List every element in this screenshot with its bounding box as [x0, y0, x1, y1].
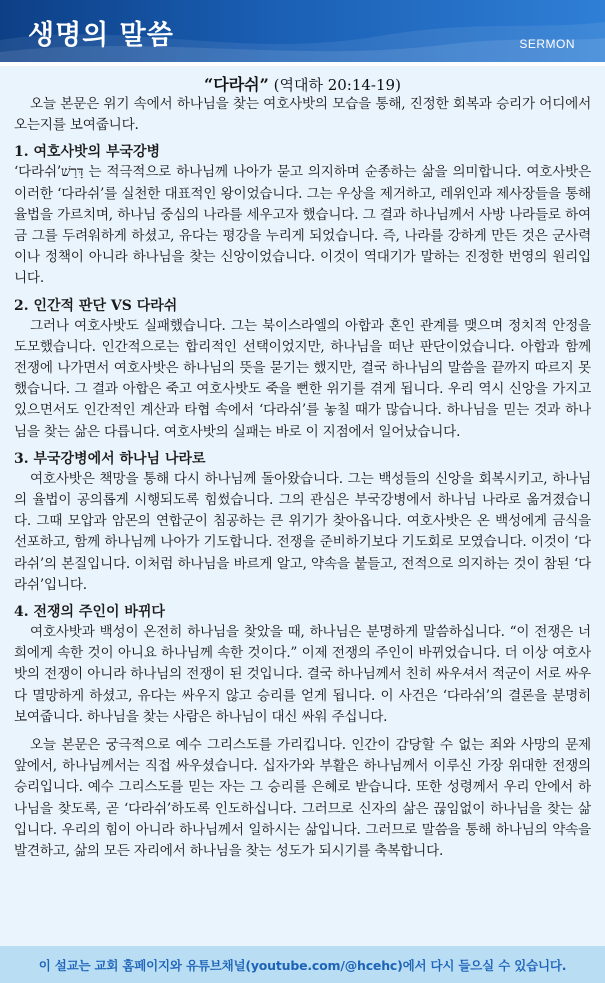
sermon-title [0, 72, 605, 94]
sermon-reference: (역대하 20:14-19) [273, 76, 401, 94]
conclusion-paragraph: 오늘 본문은 궁극적으로 예수 그리스도를 가리킵니다. 인간이 감당할 수 없는 죄와 사망의 문제 앞에서, 하나님께서는 직접 싸우셨습니다. 십자가와 부활은 하나님께서 이루신 가장 위대한 전쟁의 승리입니다. 예수 그리스도를 믿는 자는 그 승리를 은혜로 받습니다. 또한 성령께서 우리 안에서 하나님을 찾도록, 곧 ‘다라쉬’하도록 인도하십니다. 그러므로 신자의 삶은 끊임없이 하나님을 찾는 삶입니다. 우리의 힘이 아니라 하나님께서 일하시는 삶입니다. 그러므로 말씀을 통해 하나님의 약속을 발견하고, 삶의 모든 자리에서 하나님을 찾는 성도가 되시기를 축복합니다. [14, 737, 591, 860]
header-title: 생명의 말씀 [28, 20, 174, 51]
footer-notice-text: 이 설교는 교회 홈페이지와 유튜브채널(youtube.com/@hcehc)에서 다시 들으실 수 있습니다. [38, 957, 567, 973]
section-4 [0, 622, 605, 728]
sermon-title-text: “다라쉬” [204, 75, 269, 94]
sermon-conclusion [0, 735, 605, 862]
section-2-heading: 2. 인간적 판단 VS 다라쉬 [14, 297, 178, 314]
sermon-intro [0, 94, 605, 136]
intro-paragraph: 오늘 본문은 위기 속에서 하나님을 찾는 여호사밧의 모습을 통해, 진정한 회복과 승리가 어디에서 오는지를 보여줍니다. [14, 96, 591, 134]
section-4-body: 여호사밧과 백성이 온전히 하나님을 찾았을 때, 하나님은 분명하게 말씀하십니다. “이 전쟁은 너희에게 속한 것이 아니요 하나님께 속한 것이다.” 이제 전쟁의 주인이 바뀌었습니다. 더 이상 여호사밧의 전쟁이 아니라 하나님의 전쟁이 된 것입니다. 결국 하나님께서 친히 싸우셔서 적군이 서로 싸우다 멸망하게 하셨고, 유다는 싸우지 않고 승리를 얻게 됩니다. 이 사건은 ‘다라쉬’의 결론을 분명히 보여줍니다. 하나님을 찾는 사람은 하나님이 대신 싸워 주십니다. [14, 624, 591, 725]
section-1-heading: 1. 여호사밧의 부국강병 [14, 144, 161, 161]
section-2 [0, 316, 605, 443]
section-3-heading: 3. 부국강병에서 하나님 나라로 [14, 450, 206, 467]
sermon-content [0, 66, 605, 946]
section-3 [0, 469, 605, 596]
page-header [0, 0, 605, 62]
section-1-body: ‘다라쉬’דָּרַשׁ 는 적극적으로 하나님께 나아가 묻고 의지하며 순종하는 삶을 의미합니다. 여호사밧은 이러한 ‘다라쉬’를 실천한 대표적인 왕이었습니다. 그는 우상을 제거하고, 레위인과 제사장들을 통해 율법을 가르치며, 하나님 중심의 나라를 세우고자 했습니다. 그 결과 하나님께서 사방 나라들로 하여금 그를 두려워하게 하셨고, 유다는 평강을 누리게 되었습니다. 즉, 나라를 강하게 만든 것은 군사력이나 정책이 아니라 하나님을 찾는 신앙이었습니다. 이것이 역대기가 말하는 진정한 번영의 원리입니다. [14, 164, 591, 287]
section-4-heading: 4. 전쟁의 주인이 바뀌다 [14, 604, 165, 621]
header-subtitle: SERMON [519, 37, 575, 51]
section-1 [0, 162, 605, 289]
footer-notice [0, 946, 605, 983]
section-2-body: 그러나 여호사밧도 실패했습니다. 그는 북이스라엘의 아합과 혼인 관계를 맺으며 정치적 안정을 도모했습니다. 인간적으로는 합리적인 선택이었지만, 하나님을 떠난 판단이었습니다. 아합과 함께 전쟁에 나가면서 여호사밧은 하나님의 뜻을 묻기는 했지만, 결국 하나님의 말씀을 끝까지 따르지 못했습니다. 그 결과 아합은 죽고 여호사밧도 죽을 뻔한 위기를 겪게 됩니다. 우리 역시 신앙을 가지고 있으면서도 인간적인 계산과 타협 속에서 ‘다라쉬’를 놓칠 때가 많습니다. 하나님을 믿는 것과 하나님을 찾는 삶은 다릅니다. 여호사밧의 실패는 바로 이 지점에서 일어났습니다. [14, 317, 591, 440]
section-3-body: 여호사밧은 책망을 통해 다시 하나님께 돌아왔습니다. 그는 백성들의 신앙을 회복시키고, 하나님의 율법이 공의롭게 시행되도록 힘썼습니다. 그의 관심은 부국강병에서 하나님 나라로 옮겨졌습니다. 그때 모압과 암몬의 연합군이 침공하는 큰 위기가 찾아옵니다. 여호사밧은 온 백성에게 금식을 선포하고, 함께 하나님께 나아가 기도합니다. 전쟁을 준비하기보다 기도회로 모였습니다. 이것이 ‘다라쉬’의 본질입니다. 이처럼 하나님을 바르게 알고, 약속을 붙들고, 전적으로 의지하는 것이 참된 ‘다라쉬’입니다. [14, 470, 591, 593]
